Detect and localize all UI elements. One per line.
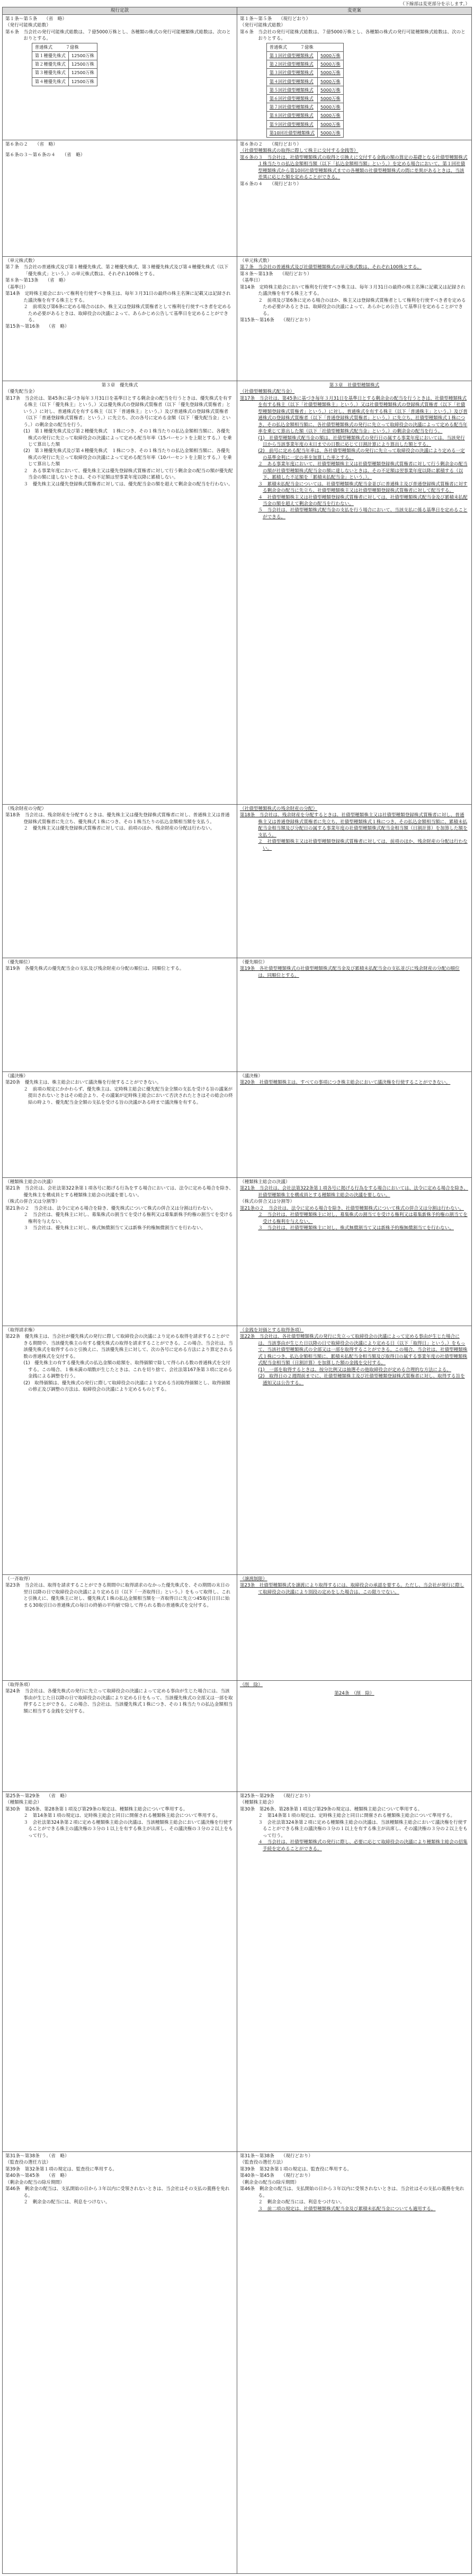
block-4-proposed: 第３章 社債型種類株式 （社債型種類株式配当金） 第17条 当会社は、第45条に基づき毎年３月31日を基準日とする剰余金の配当を行うときは、社債型種類株式を有する株主（以下「社債型種類株主」という。）又は社債型種類株式の登録株式質権者（以下「社債型種類登録株式質権者」という。）に対し、普通株式を有する株主（以下「普通株主」という。）及び普通株式の登録株式質権者（以下「普通登録株式質権者」という。）に先立ち、社債型種類株式１株につき、その払込金額相当額に、各社債型種類株式の発行に先立って取締役会の決議によって定める配当年率を乗じて算出した額（以下「社債型種類株式配当金」という。）の剰余金の配当を行う。 (1) 社債型種類株式配当金の額は、社債型種類株式の発行日の属する事業年度においては、当該発行日から当該事業年度の末日までの日数に応じて日割計算により算出した額とする。 (2) 前号に定める配当年率は、各社債型種類株式の発行に先立って取締役会の決議により定める一定の基準金利に一定の率を加算した率とする。 ２ ある事業年度において、社債型種類株主又は社債型種類登録株式質権者に対して行う剰余金の配当の額が社債型種類株式配当金の額に達しないときは、その不足額は翌事業年度以降に累積する（以下、累積した不足額を「累積未払配当金」という。）。 ３ 累積未払配当金については、社債型種類株式配当金並びに普通株主及び普通登録株式質権者に対する剰余金の配当に先立ち、社債型種類株主又は社債型種類登録株式質権者に対して配当する。 ４ 社債型種類株主又は社債型種類登録株式質権者に対しては、社債型種類株式配当金及び累積未払配当金の額を超えて剰余金の配当を行わない。 ５ 当会社は、社債型種類株式配当金の支払を行う場合において、当該支払に係る基準日を定めることができる。: [237, 381, 472, 804]
block-1-proposed: 第１条〜第５条 （現行どおり） （発行可能株式総数） 第６条 当会社の発行可能株式総数は、７億5000万株とし、各種類の株式の発行可能種類株式総数は、次のとおりとする。 普通株式 ７億株 第１回社債型種類株式 5000万株 第２回社債型種類株式 5000万株 第３回社債型種類株式 5000万株 第４回社債型種類株式 5000万株 第５回社債型種類株式 5000万株 第６回社債型種類株式 5000万株 第７回社債型種類株式 5000万株 第８回社債型種類株式 5000万株 第９回社債型種類株式 5000万株 第10回社債型種類株式 5000万株: [237, 15, 472, 140]
shares-table-proposed: 普通株式 ７億株 第１回社債型種類株式 5000万株 第２回社債型種類株式 5000万株 第３回社債型種類株式 5000万株 第４回社債型種類株式 5000万株 第５回社債型種類株式 5000万株 第６回社債型種類株式 5000万株 第７回社債型種類株式 5000万株 第８回社債型種類株式 5000万株 第９回社債型種類株式 5000万株 第10回社債型種類株式 5000万株: [266, 43, 344, 138]
shares-table-current: 普通株式 ７億株 第１種優先株式 12500万株 第２種優先株式 12500万株 第３種優先株式 12500万株 第４種優先株式 12500万株: [32, 43, 97, 86]
header-current: 現行定款: [3, 7, 237, 15]
block-7-current: （議決権） 第20条 優先株主は、株主総会において議決権を行使することができない。 ２ 前項の規定にかかわらず、優先株主は、定時株主総会に優先配当金全額の支払を受ける旨の議案が提出されないときはその総会より、その議案が定時株主総会において否決されたときはその総会の終結の時より、優先配当金全額の支払を受ける旨の決議がある時まで議決権を有する。: [3, 1071, 237, 1177]
comparison-table: [2, 7, 472, 2574]
block-2-current: 第６条の２ （省 略） 第６条の３〜第６条の４ （省 略）: [3, 140, 237, 256]
block-9-proposed: （金銭を対価とする取得条項） 第22条 当会社は、各社債型種類株式の発行に先立って取締役会の決議によって定める事由が生じた場合には、当該事由が生じた日以降の日で取締役会の決議により定める日（以下「取得日」という。）をもって、当該社債型種類株式の全部又は一部を取得することができる。この場合、当会社は、社債型種類株式１株につき、払込金額相当額に、累積未払配当金相当額及び取得日の属する事業年度の社債型種類株式配当金相当額（日割計算）を加算した額の金銭を交付する。 (1) 一部を取得するときは、按分比例又は抽選その他取締役会が定める合理的な方法による。 (2) 取得日の２週間前までに、社債型種類株主及び社債型種類登録株式質権者に対し、取得する旨を通知又は公告する。: [237, 1326, 472, 1574]
block-3-current: （単元株式数） 第７条 当会社の普通株式及び第１種優先株式、第２種優先株式、第３種優先株式及び第４種優先株式（以下「優先株式」という。）の単元株式数は、それぞれ100株とする。 第８条〜第13条 （省 略） （基準日） 第14条 定時株主総会において権利を行使すべき株主は、毎年３月31日の最終の株主名簿に記載又は記録された議決権を有する株主とする。 ２ 前項及び第6条に定める場合のほか、株主又は登録株式質権者として権利を行使すべき者を定めるため必要があるときは、取締役会の決議によって、あらかじめ公告して基準日を定めることができる。 第15条〜第16条 （省 略）: [3, 256, 237, 381]
block-12-current: 第25条〜第29条 （省 略） （種類株主総会） 第30条 第26条、第28条第１項及び第29条の規定は、種類株主総会について準用する。 ２ 第14条第１項の規定は、定時株主総会と同日に開催される種類株主総会について準用する。 ３ 会社法第324条第２項に定める種類株主総会の決議は、当該種類株主総会において議決権を行使することができる株主の議決権の３分の１以上を有する株主が出席し、その議決権の３分の２以上をもって行う。: [3, 1791, 237, 2151]
block-13-proposed: 第31条〜第38条 （現行どおり） （監査役の選任方法） 第39条 第32条第１項の規定は、監査役に準用する。 第40条〜第45条 （現行どおり） （剰余金の配当の除斥期間） 第46条 剰余金の配当は、支払開始の日から３年以内に受領されないときは、当会社はその支払の義務を免れる。 ２ 剰余金の配当には、利息をつけない。 ３ 前二項の規定は、社債型種類株式配当金及び累積未払配当金についても適用する。: [237, 2151, 472, 2573]
block-7-proposed: （議決権） 第20条 社債型種類株主は、すべての事項につき株主総会において議決権を行使することができない。: [237, 1071, 472, 1177]
page-note: （下線部は変更部分を示します。）: [400, 2, 470, 7]
header-proposed: 変更案: [237, 7, 472, 15]
block-4-current: 第３章 優先株式 （優先配当金） 第17条 当会社は、第45条に基づき毎年３月31日を基準日とする剰余金の配当を行うときは、優先株式を有する株主（以下「優先株主」という。）又は優先株式の登録株式質権者（以下「優先登録株式質権者」という。）に対し、普通株式を有する株主（以下「普通株主」という。）及び普通株式の登録株式質権者（以下「普通登録株式質権者」という。）に先立ち、次の各号に定める金額（以下「優先配当金」という。）の剰余金の配当を行う。 (1) 第１種優先株式及び第２種優先株式 １株につき、その１株当たりの払込金額相当額に、各優先株式の発行に先立って取締役会の決議によって定める配当年率（15パーセントを上限とする。）を乗じて算出した額 (2) 第３種優先株式及び第４種優先株式 １株につき、その１株当たりの払込金額相当額に、各優先株式の発行に先立って取締役会の決議によって定める配当年率（10パーセントを上限とする。）を乗じて算出した額 ２ ある事業年度において、優先株主又は優先登録株式質権者に対して行う剰余金の配当の額が優先配当金の額に達しないときは、その不足額は翌事業年度以降に累積しない。 ３ 優先株主又は優先登録株式質権者に対しては、優先配当金の額を超えて剰余金の配当を行わない。: [3, 381, 237, 804]
block-8-current: （種類株主総会の決議） 第21条 当会社は、会社法第322条第１項各号に掲げる行為をする場合においては、法令に定める場合を除き、優先株主を構成員とする種類株主総会の決議を要しない。 （株式の併合又は分割等） 第21条の２ 当会社は、法令に定める場合を除き、優先株式について株式の併合又は分割は行わない。 ２ 当会社は、優先株主に対し、募集株式の割当てを受ける権利又は募集新株予約権の割当てを受ける権利を与えない。 ３ 当会社は、優先株主に対し、株式無償割当て又は新株予約権無償割当てを行わない。: [3, 1177, 237, 1326]
block-10-proposed: （譲渡制限） 第23条 社債型種類株式を譲渡により取得するには、取締役会の承認を要する。ただし、当会社が発行に際して取締役会の決議により別段の定めをした場合は、この限りでない。: [237, 1574, 472, 1680]
block-5-proposed: （社債型種類株式の残余財産の分配） 第18条 当会社は、残余財産を分配するときは、社債型種類株主又は社債型種類登録株式質権者に対し、普通株主又は普通登録株式質権者に先立ち、社債型種類株式１株につき、その払込金額相当額に、累積未払配当金相当額及び分配日の属する事業年度の社債型種類株式配当金相当額（日割計算）を加算した額を支払う。 ２ 社債型種類株主又は社債型種類登録株式質権者に対しては、前項のほか、残余財産の分配は行わない。: [237, 804, 472, 958]
block-9-current: （取得請求権） 第22条 優先株主は、当会社が優先株式の発行に際して取締役会の決議により定める取得を請求することができる期間中、当該優先株主の有する優先株式の取得を請求することができる。この場合、当会社は、当該優先株式を取得するのと引換えに、当該優先株主に対して、次の各号に定める方法により算定される数の普通株式を交付する。 (1) 優先株主の有する優先株式の払込金額の総額を、取得価額で除して得られる数の普通株式を交付する。この場合、１株未満の端数が生じたときは、これを切り捨て、会社法第167条第３項に定める金銭による調整を行う。 (2) 取得価額は、優先株式の発行に際して取締役会の決議により定める当初取得価額とし、取得価額の修正及び調整の方法は、取締役会の決議により定めるものとする。: [3, 1326, 237, 1574]
block-6-current: （優先順位） 第19条 各優先株式の優先配当金の支払及び残余財産の分配の順位は、同順位とする。: [3, 958, 237, 1071]
block-2-proposed: 第６条の２ （現行どおり） （社債型種類株式の取得に際して株主に交付する金銭等） 第６条の３ 当会社は、社債型種類株式の取得と引換えに交付する金銭の額の算定の基礎となる社債型種類株式１株当たりの払込金額相当額（以下「払込金額相当額」という。）を定める場合において、第１回社債型種類株式から第10回社債型種類株式までの各種類の社債型種類株式の間に差異があるときは、当該差異に応じた額を定めることができる。 第６条の４ （現行どおり）: [237, 140, 472, 256]
block-12-proposed: 第25条〜第29条 （現行どおり） （種類株主総会） 第30条 第26条、第28条第１項及び第29条の規定は、種類株主総会について準用する。 ２ 第14条第１項の規定は、定時株主総会と同日に開催される種類株主総会について準用する。 ３ 会社法第324条第２項に定める種類株主総会の決議は、当該種類株主総会において議決権を行使することができる株主の議決権の３分の１以上を有する株主が出席し、その議決権の３分の２以上をもって行う。 ４ 当会社は、社債型種類株式の発行に際し、必要に応じて取締役会の決議により種類株主総会の招集手続を定めることができる。: [237, 1791, 472, 2151]
block-13-current: 第31条〜第38条 （省 略） （監査役の選任方法） 第39条 第32条第１項の規定は、監査役に準用する。 第40条〜第45条 （省 略） （剰余金の配当の除斥期間） 第46条 剰余金の配当は、支払開始の日から３年以内に受領されないときは、当会社はその支払の義務を免れる。 ２ 剰余金の配当には、利息をつけない。: [3, 2151, 237, 2573]
block-11-current: （取得条項） 第24条 当会社は、各優先株式の発行に先立って取締役会の決議によって定める事由が生じた場合には、当該事由が生じた日以降の日で取締役会の決議により定める日をもって、当該優先株式の全部又は一部を取得することができる。この場合、当会社は、当該優先株式１株につき、その１株当たりの払込金額相当額に相当する金銭を交付する。: [3, 1680, 237, 1791]
block-1-current: 第１条〜第５条 （省 略） （発行可能株式総数） 第６条 当会社の発行可能株式総数は、７億5000万株とし、各種類の株式の発行可能種類株式総数は、次のとおりとする。 普通株式 ７億株 第１種優先株式 12500万株 第２種優先株式 12500万株 第３種優先株式 12500万株 第４種優先株式 12500万株: [3, 15, 237, 140]
block-5-current: （残余財産の分配） 第18条 当会社は、残余財産を分配するときは、優先株主又は優先登録株式質権者に対し、普通株主又は普通登録株式質権者に先立ち、優先株式１株につき、その１株当たりの払込金額相当額を支払う。 ２ 優先株主又は優先登録株式質権者に対しては、前項のほか、残余財産の分配は行わない。: [3, 804, 237, 958]
block-8-proposed: （種類株主総会の決議） 第21条 当会社は、会社法第322条第１項各号に掲げる行為をする場合においては、法令に定める場合を除き、社債型種類株主を構成員とする種類株主総会の決議を要しない。 （株式の併合又は分割等） 第21条の２ 当会社は、法令に定める場合を除き、社債型種類株式について株式の併合又は分割は行わない。 ２ 当会社は、社債型種類株主に対し、募集株式の割当てを受ける権利又は募集新株予約権の割当てを受ける権利を与えない。 ３ 当会社は、社債型種類株主に対し、株式無償割当て又は新株予約権無償割当てを行わない。: [237, 1177, 472, 1326]
block-10-current: （一斉取得） 第23条 当会社は、取得を請求することができる期間中に取得請求のなかった優先株式を、その期間の末日の翌日以降の日で取締役会の決議により定める日（以下「一斉取得日」という。）をもって取得し、これと引換えに、優先株主に対し、優先株式１株の払込金額相当額を一斉取得日に先立つ45取引日目に始まる30取引日の普通株式の毎日の終値の平均値で除して得られる数の普通株式を交付する。: [3, 1574, 237, 1680]
block-6-proposed: （優先順位） 第19条 各社債型種類株式の社債型種類株式配当金及び累積未払配当金の支払並びに残余財産の分配の順位は、同順位とする。: [237, 958, 472, 1071]
block-11-proposed: （削 除） 第24条 （削 除）: [237, 1680, 472, 1791]
block-3-proposed: （単元株式数） 第７条 当会社の普通株式及び社債型種類株式の単元株式数は、それぞれ100株とする。 第８条〜第13条 （現行どおり） （基準日） 第14条 定時株主総会において権利を行使すべき株主は、毎年３月31日の最終の株主名簿に記載又は記録された議決権を有する株主とする。 ２ 前項及び第6条に定める場合のほか、株主又は登録株式質権者として権利を行使すべき者を定めるため必要があるときは、取締役会の決議によって、あらかじめ公告して基準日を定めることができる。 第15条〜第16条 （現行どおり）: [237, 256, 472, 381]
